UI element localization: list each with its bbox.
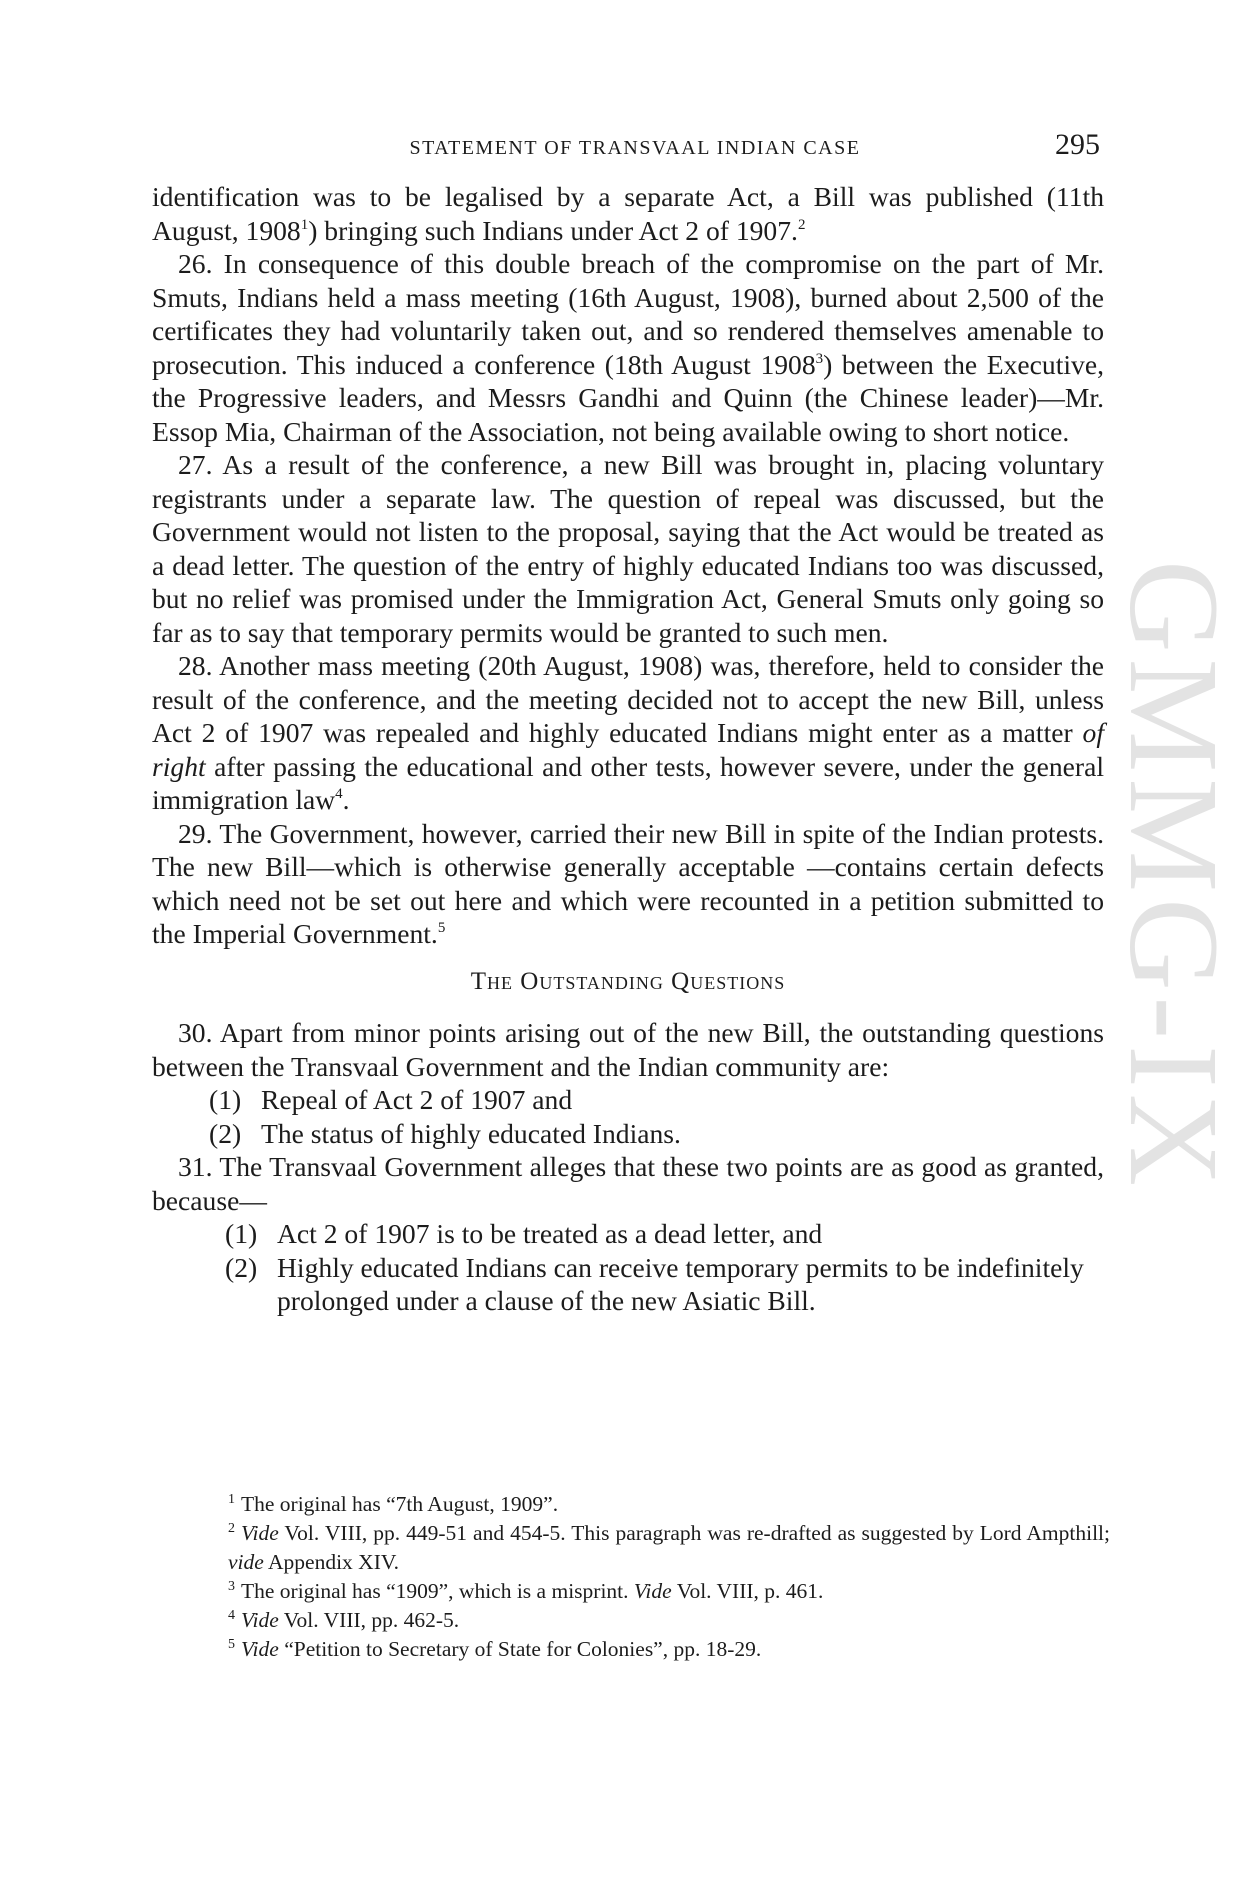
footnote-ref: 3 [815,350,824,367]
watermark: GMMG-IX [1103,560,1245,1193]
footnote-2: $^2$ Vide Vol. VIII, pp. 449-51 and 454-5. This paragraph was re-drafted as suggested by Lord Ampthill; vide Appendix XIV. [228,1521,1110,1574]
list-item: (1) Repeal of Act 2 of 1907 and [209,1084,573,1115]
paragraph-27: 27. As a result of the conference, a new Bill was brought in, placing voluntary registrants under a separate law. The question of repeal was discussed, but the Government would not listen to the proposal, saying that the Act would be treated as a dead letter. The question of the entry of highly educated Indians too was discussed, but no relief was promised under the Immigration Act, General Smuts only going so far as to say that temporary permits would be granted to such men. [152,449,1104,648]
page-header [155,128,1100,168]
page-number: 295 [1055,128,1100,161]
paragraph-31: 31. The Transvaal Government alleges that these two points are as good as granted, because— [152,1151,1104,1216]
paragraph-30: 30. Apart from minor points arising out of the new Bill, the outstanding questions between the Transvaal Government and the Indian community are: [152,1017,1104,1082]
footnote-4: $^4$ Vide Vol. VIII, pp. 462-5. [228,1608,460,1632]
paragraph-29: 29. The Government, however, carried their new Bill in spite of the Indian protests. The new Bill—which is otherwise generally acceptable —contains certain defects which need not be set out here and which were recounted in a petition submitted to the Imperial Government.$^5$ [152,817,1104,949]
footnote-5: $^5$ Vide “Petition to Secretary of State for Colonies”, pp. 18-29. [228,1637,762,1661]
paragraph-28: 28. Another mass meeting (20th August, 1908) was, therefore, held to consider the result of the conference, and the meeting decided not to accept the new Bill, unless Act 2 of 1907 was repealed and highly educated Indians might enter as a matter of right after passing the educational and other tests, however severe, under the general immigration law$^4$. [152,650,1104,815]
list-item: (2) Highly educated Indians can receive temporary permits to be indefinitely prolonged under a clause of the new Asiatic Bill. [225,1251,1084,1316]
section-heading: The Outstanding Questions [470,967,786,995]
list-item: (2) The status of highly educated Indians. [209,1117,681,1149]
paragraph-continuation: identification was to be legalised by a separate Act, a Bill was published (11th August, 1908$^1$) bringing such Indians under Act 2 of 1907.$^2$ [152,181,1104,246]
body-text [152,180,1104,1318]
footnote-1: $^1$ The original has “7th August, 1909”. [228,1492,559,1516]
paragraph-26: 26. In consequence of this double breach of the compromise on the part of Mr. Smuts, Indians held a mass meeting (16th August, 1908), burned about 2,500 of the certificates they had voluntarily taken out, and so rendered themselves amenable to prosecution. This induced a conference (18th August 1908$^3$) between the Executive, the Progressive leaders, and Messrs Gandhi and Quinn (the Chinese leader)—Mr. Essop Mia, Chairman of the Association, not being available owing to short notice. [152,248,1104,447]
footnote-ref: 5 [437,920,446,936]
footnotes [158,1490,1110,1664]
footnote-ref: 1 [300,216,309,233]
footnote-ref: 2 [797,216,806,233]
footnote-3: $^3$ The original has “1909”, which is a misprint. Vide Vol. VIII, p. 461. [228,1579,824,1603]
list-item: (1) Act 2 of 1907 is to be treated as a dead letter, and [225,1218,823,1249]
running-title: STATEMENT OF TRANSVAAL INDIAN CASE [409,137,861,159]
footnote-ref: 4 [335,786,343,802]
